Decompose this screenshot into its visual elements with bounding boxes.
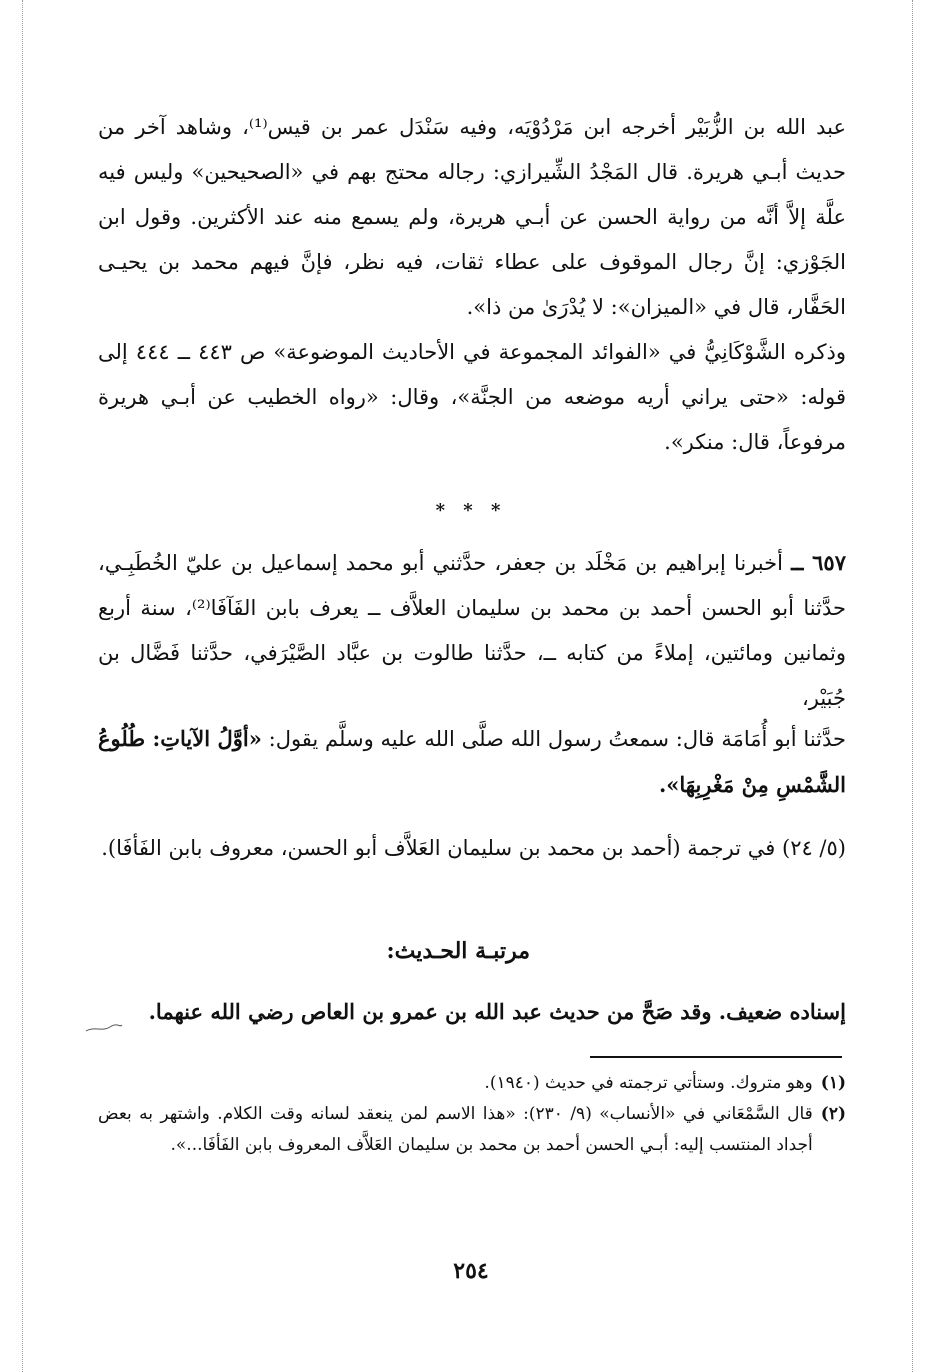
- reference-paragraph: [98, 826, 846, 871]
- paragraph-1: [98, 105, 846, 330]
- pen-mark: [84, 1022, 124, 1034]
- hadith-isnad-paragraph: [98, 540, 846, 721]
- footnote-text: قال السَّمْعَاني في «الأنساب» (٩/ ٢٣٠): «هذا الاسم لمن ينعقد لسانه وقت الكلام. واشتهر به بعض أجداد المنتسب إليه: أبـي الحسن أحمد بن محمد بن سليمان العَلاَّف المعروف بابن الفَأفَا...».: [98, 1104, 813, 1155]
- footnote-separator-rule: [590, 1056, 842, 1058]
- page-number: ٢٥٤: [453, 1258, 489, 1284]
- hadith-isnad: أخبرنا إبراهيم بن مَخْلَد بن جعفر، حدَّثني أبو محمد إسماعيل بن عليّ الخُطَبِـي، حدَّثنا أبو الحسن أحمد بن محمد بن سليمان العلاَّف ــ يعرف بابن الفَآفَا⁽²⁾، سنة أربع وثمانين ومائتين، إملاءً من كتابه ــ، حدَّثنا طالوت بن عبَّاد الصَّيْرَفي، حدَّثنا فَضَّال بن جُبَيْر،: [98, 551, 846, 710]
- hadith-matn-intro: حدَّثنا أبو أُمَامَة قال: سمعتُ رسول الله صلَّى الله عليه وسلَّم يقول:: [268, 727, 847, 751]
- right-margin-dotted-line: [912, 0, 913, 1372]
- hadith-matn: «أوَّلُ الآياتِ: طُلُوعُ الشَّمْسِ مِنْ مَغْرِبِهَا».: [98, 726, 846, 797]
- footnote-number: (١): [820, 1073, 846, 1093]
- hadith-matn-paragraph: [98, 716, 846, 808]
- hadith-number: ٦٥٧ ــ: [791, 550, 846, 575]
- paragraph-2: [98, 330, 846, 465]
- section-separator: * * *: [435, 500, 507, 521]
- footnote-1: [98, 1068, 846, 1099]
- paragraph-1-text: عبد الله بن الزُّبَيْر أخرجه ابن مَرْدُوْيَه، وفيه سَنْدَل عمر بن قيس⁽¹⁾، وشاهد آخر من حديث أبـي هريرة. قال المَجْدُ الشِّيرازي: رجاله محتج بهم في «الصحيحين» وليس فيه علَّة إلاَّ أنَّه من رواية الحسن عن أبـي هريرة، ولم يسمع منه عند الأكثرين. وقول ابن الجَوْزي: إنَّ رجال الموقوف على عطاء ثقات، فيه نظر، فإنَّ فيهم محمد بن يحيـى الحَفَّار، قال في «الميزان»: لا يُدْرَىٰ من ذا».: [98, 115, 846, 319]
- paragraph-2-text: وذكره الشَّوْكَانِيُّ في «الفوائد المجموعة في الأحاديث الموضوعة» ص ٤٤٣ ــ ٤٤٤ إلى قوله: «حتى يراني أريه موضعه من الجنَّة»، وقال: «رواه الخطيب عن أبـي هريرة مرفوعاً، قال: منكر».: [98, 340, 847, 454]
- section-heading: مرتبـة الحـديث:: [386, 938, 530, 964]
- hadith-grade: إسناده ضعيف. وقد صَحَّ من حديث عبد الله بن عمرو بن العاص رضي الله عنهما.: [148, 999, 846, 1024]
- footnotes: [98, 1068, 846, 1161]
- reference-text: (٥/ ٢٤) في ترجمة (أحمد بن محمد بن سليمان العَلاَّف أبو الحسن، معروف بابن الفَأفَا).: [101, 836, 846, 860]
- footnote-2: [98, 1099, 846, 1161]
- footnote-number: (٢): [820, 1104, 846, 1124]
- left-margin-dotted-line: [22, 0, 23, 1372]
- footnote-text: وهو متروك. وستأتي ترجمته في حديث (١٩٤٠).: [484, 1073, 813, 1093]
